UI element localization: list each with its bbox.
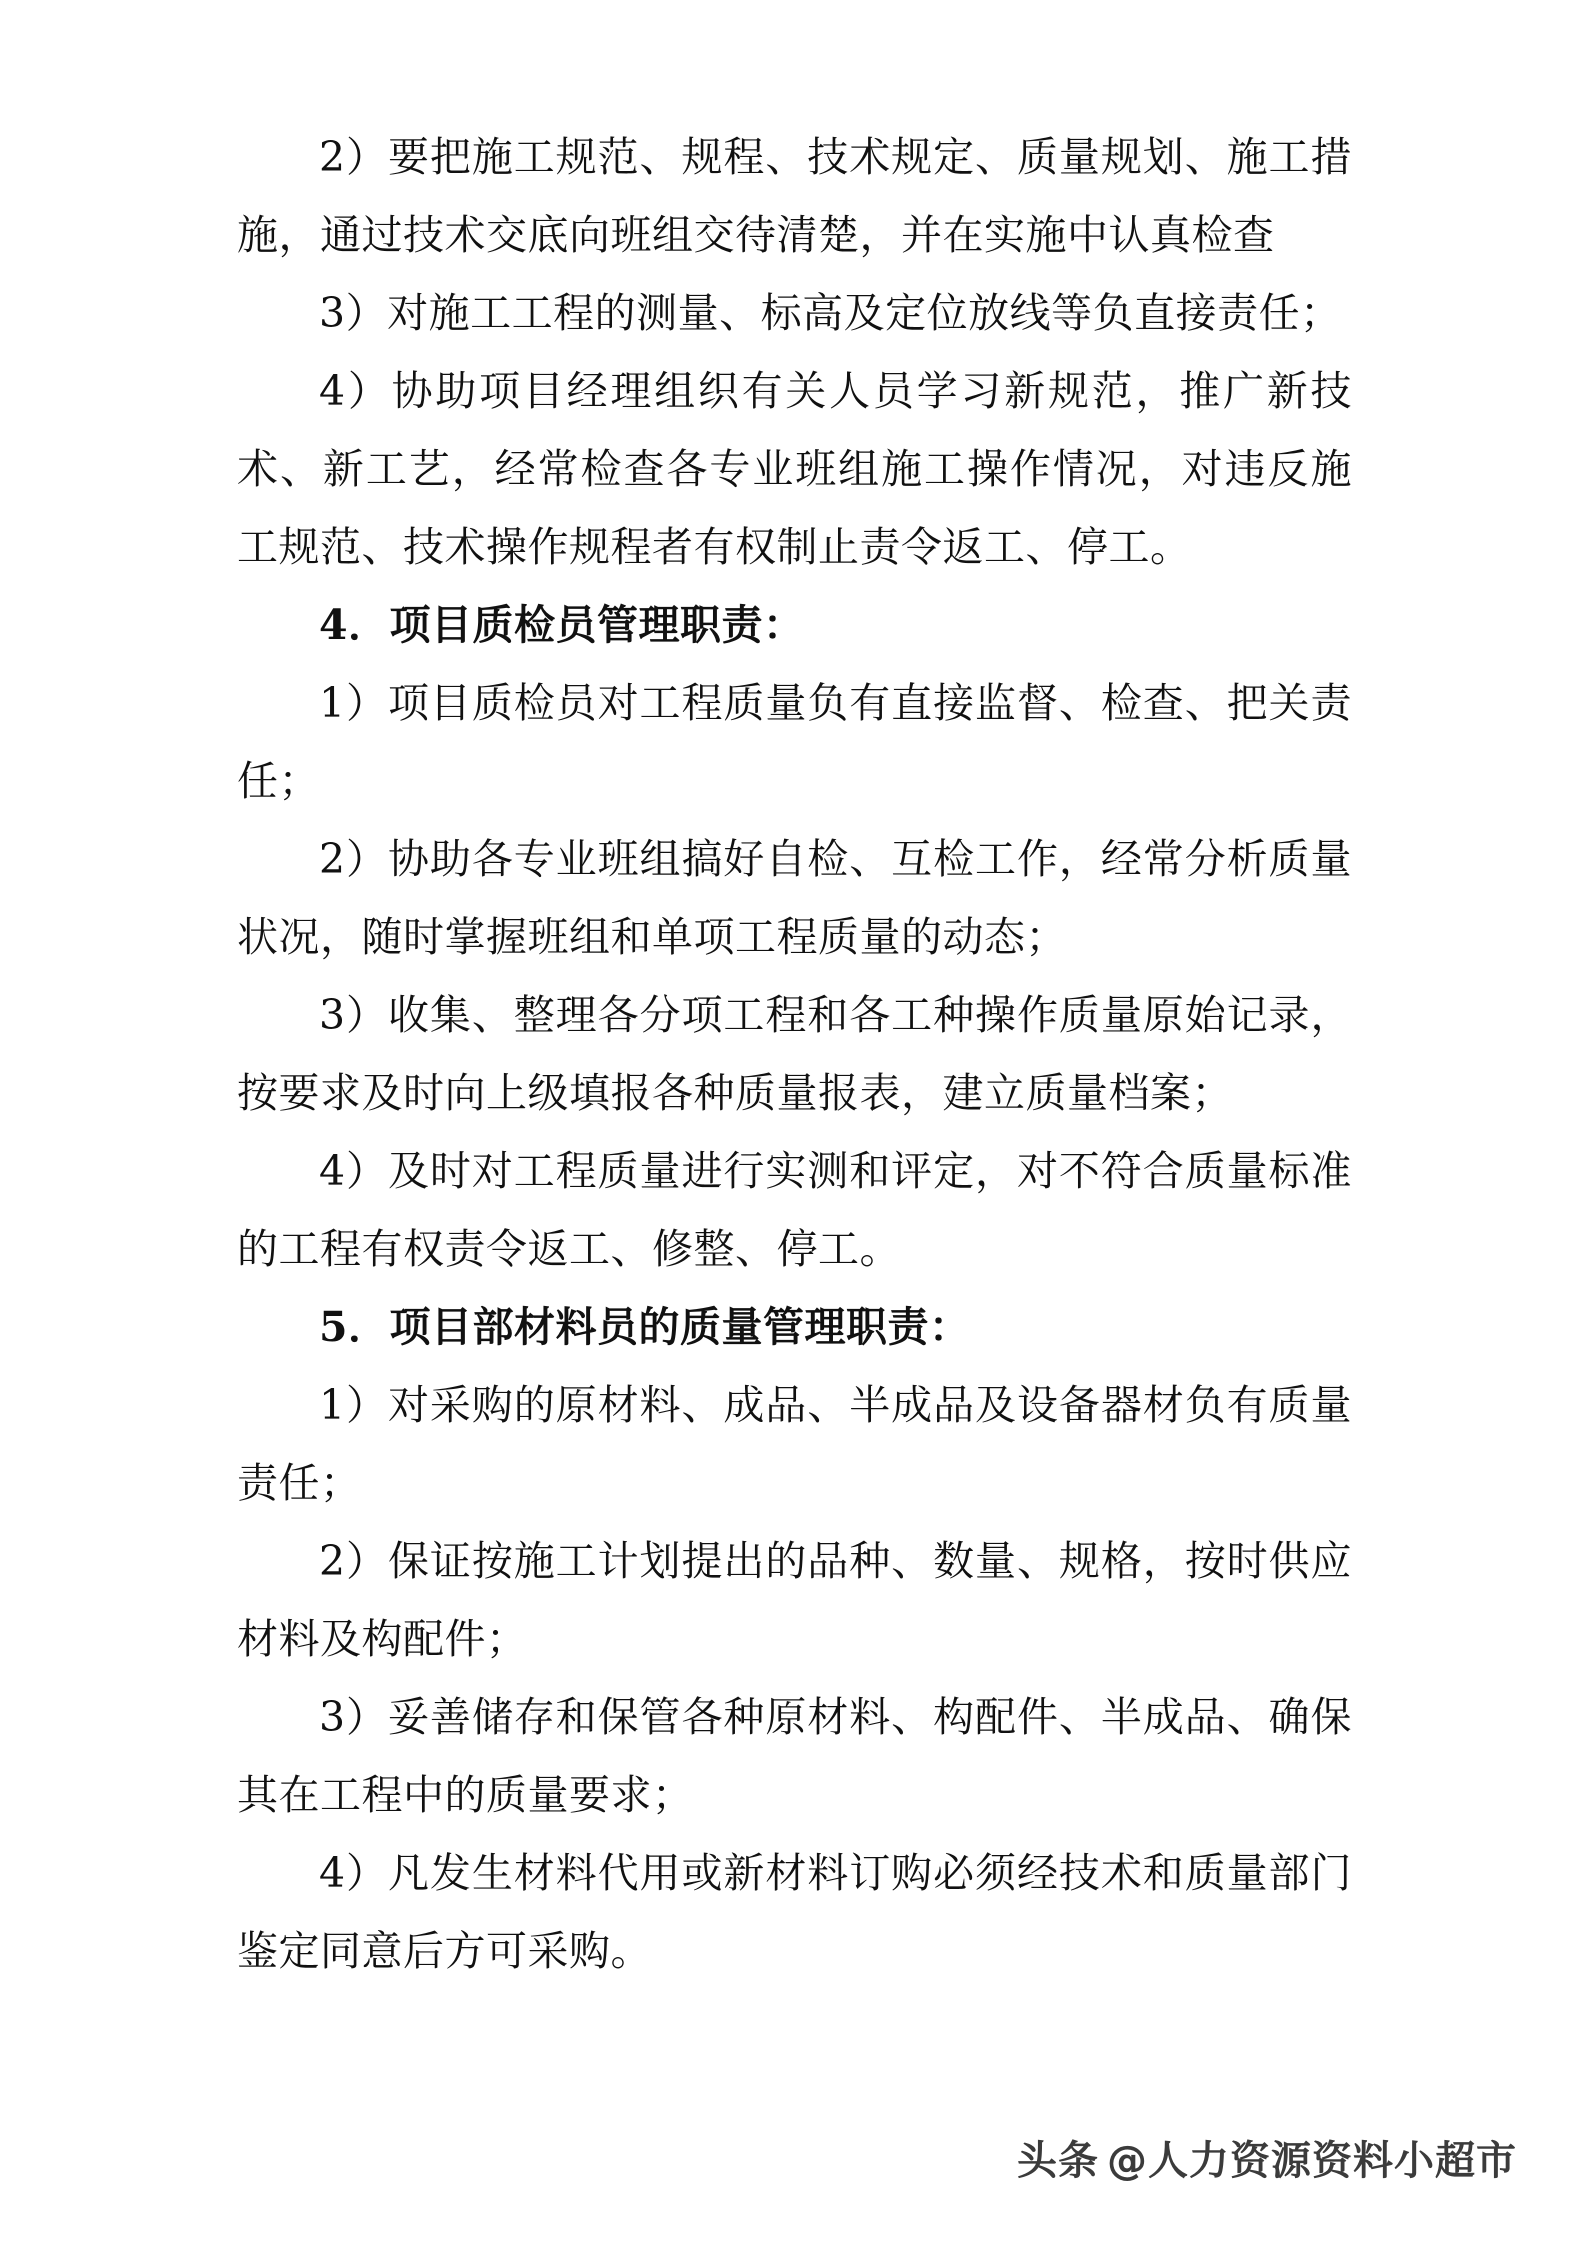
document-body (237, 118, 1352, 1990)
paragraph-item-1-5: 1）对采购的原材料、成品、半成品及设备器材负有质量责任； (237, 1381, 1352, 1507)
paragraph-item-4-5: 4）凡发生材料代用或新材料订购必须经技术和质量部门鉴定同意后方可采购。 (237, 1849, 1352, 1975)
paragraph-item-1-4: 1）项目质检员对工程质量负有直接监督、检查、把关责任； (237, 679, 1352, 805)
paragraph-item-3-4: 3）收集、整理各分项工程和各工种操作质量原始记录，按要求及时向上级填报各种质量报表，建立质量档案； (237, 991, 1352, 1117)
paragraph-item-4-4: 4）及时对工程质量进行实测和评定，对不符合质量标准的工程有权责令返工、修整、停工。 (237, 1147, 1352, 1273)
section-heading-5: 5．项目部材料员的质量管理职责： (319, 1303, 971, 1351)
paragraph-item-4-3: 4）协助项目经理组织有关人员学习新规范，推广新技术、新工艺，经常检查各专业班组施工操作情况，对违反施工规范、技术操作规程者有权制止责令返工、停工。 (237, 367, 1352, 571)
paragraph-item-3-5: 3）妥善储存和保管各种原材料、构配件、半成品、确保其在工程中的质量要求； (237, 1693, 1352, 1819)
section-heading-4: 4．项目质检员管理职责： (319, 601, 805, 649)
paragraph-item-2-3: 2）要把施工规范、规程、技术规定、质量规划、施工措施，通过技术交底向班组交待清楚，并在实施中认真检查 (237, 133, 1352, 259)
watermark-handle: @人力资源资料小超市 (1107, 2138, 1517, 2184)
watermark (1017, 2139, 1517, 2183)
paragraph-item-2-4: 2）协助各专业班组搞好自检、互检工作，经常分析质量状况，随时掌握班组和单项工程质量的动态； (237, 835, 1352, 961)
paragraph-item-3-3: 3）对施工工程的测量、标高及定位放线等负直接责任； (319, 289, 1342, 337)
watermark-brand: 头条 (1017, 2138, 1099, 2184)
paragraph-item-2-5: 2）保证按施工计划提出的品种、数量、规格，按时供应材料及构配件； (237, 1537, 1352, 1663)
